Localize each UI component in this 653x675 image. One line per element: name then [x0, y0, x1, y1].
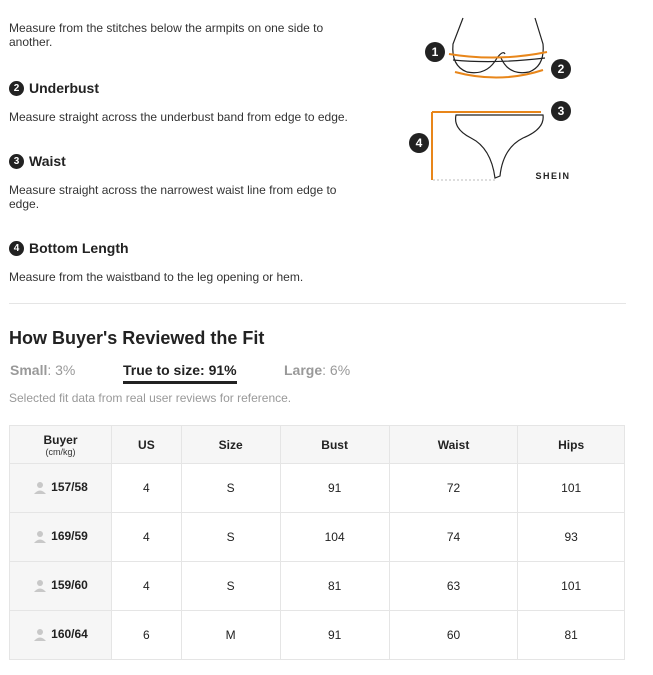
hips-cell: 93: [518, 513, 625, 562]
fit-option-small-label: Small: [10, 362, 48, 378]
us-cell: 4: [112, 562, 182, 611]
svg-text:4: 4: [415, 136, 423, 150]
size-cell: S: [181, 513, 280, 562]
user-avatar-icon: [33, 529, 47, 543]
measure-bottom-length-desc: Measure from the waistband to the leg opening or hem.: [9, 270, 304, 284]
bikini-top-outline: [453, 18, 545, 73]
measure-bust-desc: Measure from the stitches below the armpits on one side to another.: [9, 21, 324, 49]
number-3-badge: 3: [9, 154, 24, 169]
marker-3-icon: [551, 101, 571, 121]
number-2-badge: 2: [9, 81, 24, 96]
svg-text:2: 2: [557, 62, 565, 76]
hips-cell: 101: [518, 562, 625, 611]
number-4-badge: 4: [9, 241, 24, 256]
bikini-bottom-outline: [456, 115, 544, 178]
svg-text:3: 3: [557, 104, 565, 118]
fit-option-true-to-size[interactable]: [123, 362, 237, 384]
marker-4-icon: [409, 133, 429, 153]
measure-bottom-length-heading: [9, 240, 359, 256]
waist-cell: 63: [389, 562, 518, 611]
hips-cell: 101: [518, 464, 625, 513]
size-cell: S: [181, 562, 280, 611]
table-row: [10, 464, 625, 513]
fit-table-header-row: [10, 426, 625, 464]
measure-waist: [9, 153, 359, 211]
bust-cell: 81: [280, 562, 389, 611]
header-bust: Bust: [280, 426, 389, 464]
measure-underbust-desc: Measure straight across the underbust band from edge to edge.: [9, 110, 348, 124]
measure-bust: [9, 21, 359, 49]
user-avatar-icon: [33, 480, 47, 494]
measure-underbust: [9, 80, 359, 124]
table-row: [10, 611, 625, 660]
buyer-cell: [10, 611, 112, 660]
us-cell: 4: [112, 513, 182, 562]
buyer-value: 169/59: [51, 528, 88, 543]
header-buyer: [10, 426, 112, 464]
measure-bottom-length-title: Bottom Length: [29, 240, 129, 256]
bust-line: [449, 52, 547, 58]
header-buyer-label: Buyer: [43, 432, 78, 447]
measure-underbust-heading: [9, 80, 359, 96]
header-buyer-unit: (cm/kg): [45, 446, 76, 457]
us-cell: 4: [112, 464, 182, 513]
fit-option-small[interactable]: [10, 362, 75, 378]
measure-waist-title: Waist: [29, 153, 66, 169]
section-divider: [9, 303, 626, 304]
bust-cell: 91: [280, 611, 389, 660]
fit-section-title: How Buyer's Reviewed the Fit: [9, 328, 265, 348]
bust-cell: 91: [280, 464, 389, 513]
bust-cell: 104: [280, 513, 389, 562]
waist-cell: 72: [389, 464, 518, 513]
marker-1-icon: [425, 42, 445, 62]
fit-option-large[interactable]: [284, 362, 350, 378]
fit-option-small-value: : 3%: [47, 362, 76, 378]
measure-underbust-title: Underbust: [29, 80, 99, 96]
fit-table: [9, 425, 625, 660]
buyer-value: 157/58: [51, 479, 88, 494]
header-hips: Hips: [518, 426, 625, 464]
marker-2-icon: [551, 59, 571, 79]
fit-note: Selected fit data from real user reviews for reference.: [9, 391, 292, 405]
measure-waist-heading: [9, 153, 359, 169]
user-avatar-icon: [33, 578, 47, 592]
fit-option-large-value: : 6%: [322, 362, 351, 378]
user-avatar-icon: [33, 627, 47, 641]
bikini-illustration: [405, 14, 585, 189]
size-cell: M: [181, 611, 280, 660]
header-waist: Waist: [389, 426, 518, 464]
buyer-cell: [10, 562, 112, 611]
table-row: [10, 513, 625, 562]
buyer-cell: [10, 513, 112, 562]
size-cell: S: [181, 464, 280, 513]
waist-cell: 74: [389, 513, 518, 562]
size-guide-diagram: [405, 14, 585, 189]
header-size: Size: [181, 426, 280, 464]
buyer-value: 159/60: [51, 577, 88, 592]
fit-option-large-label: Large: [284, 362, 323, 378]
buyer-value: 160/64: [51, 626, 88, 641]
header-us: US: [112, 426, 182, 464]
table-row: [10, 562, 625, 611]
fit-option-true-to-size-label: True to size: 91%: [123, 362, 237, 378]
hips-cell: 81: [518, 611, 625, 660]
measure-waist-desc: Measure straight across the narrowest waist line from edge to edge.: [9, 183, 337, 211]
waist-cell: 60: [389, 611, 518, 660]
brand-logo: SHEIN: [535, 171, 571, 181]
us-cell: 6: [112, 611, 182, 660]
svg-text:1: 1: [431, 45, 439, 59]
measure-bottom-length: [9, 240, 359, 284]
buyer-cell: [10, 464, 112, 513]
